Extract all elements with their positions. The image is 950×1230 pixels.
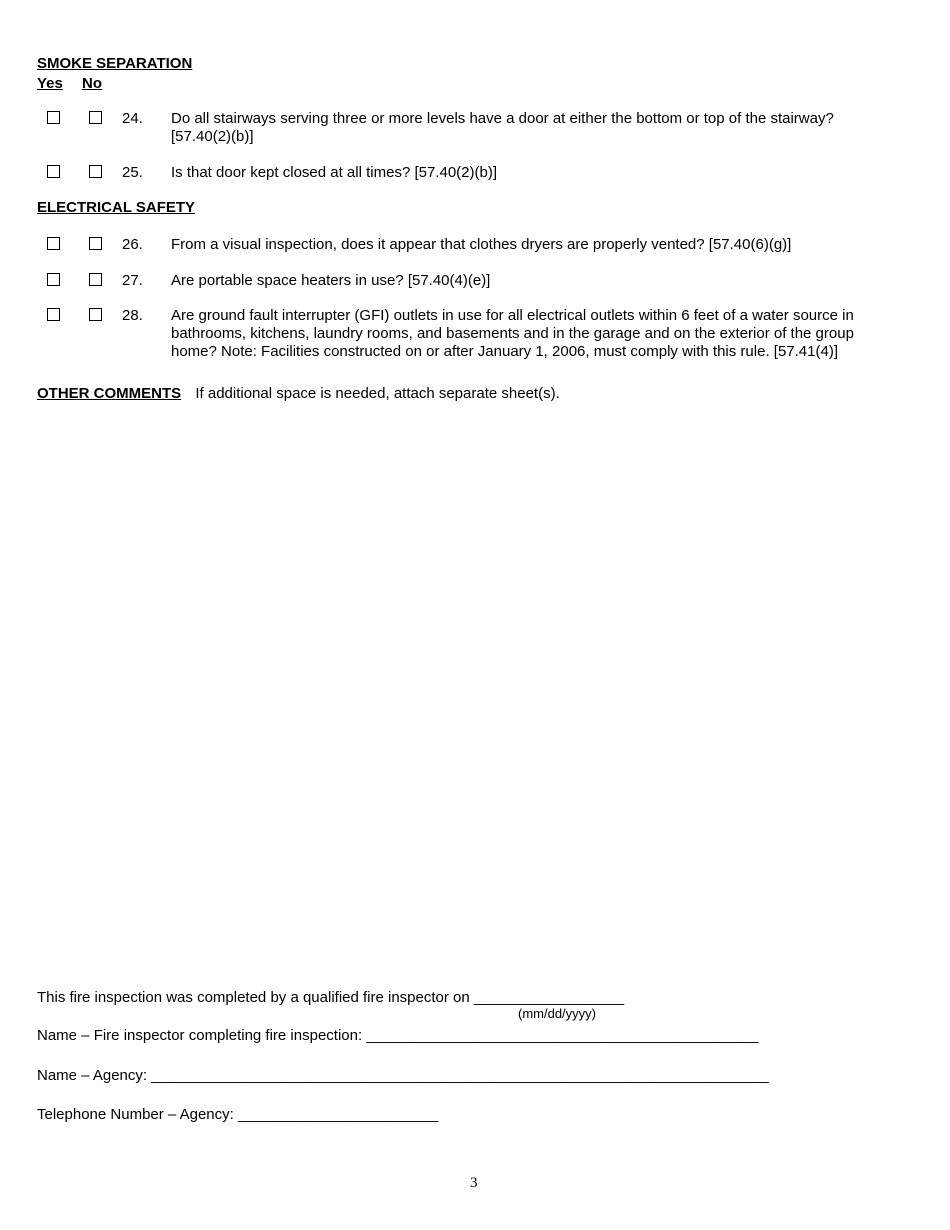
yes-checkbox[interactable]	[47, 237, 60, 250]
comments-area[interactable]	[37, 415, 913, 975]
agency-phone-line[interactable]: Telephone Number – Agency: ________________________	[37, 1106, 439, 1123]
question-text: From a visual inspection, does it appear that clothes dryers are properly vented? [57.40(6)(g)]	[171, 236, 792, 253]
no-column-header: No	[82, 75, 102, 92]
yes-checkbox[interactable]	[47, 165, 60, 178]
no-checkbox[interactable]	[89, 308, 102, 321]
question-text: Is that door kept closed at all times? [57.40(2)(b)]	[171, 164, 497, 181]
no-checkbox[interactable]	[89, 165, 102, 178]
question-number: 24.	[122, 110, 143, 127]
question-text: Are portable space heaters in use? [57.40(4)(e)]	[171, 272, 491, 289]
completion-date-line[interactable]: This fire inspection was completed by a qualified fire inspector on __________________	[37, 989, 625, 1006]
question-number: 28.	[122, 307, 143, 324]
yes-checkbox[interactable]	[47, 273, 60, 286]
question-text: Do all stairways serving three or more levels have a door at either the bottom or top of the stairway? [57.40(2)(b)]	[171, 110, 834, 145]
question-number: 27.	[122, 272, 143, 289]
inspector-name-line[interactable]: Name – Fire inspector completing fire inspection: _______________________________________________	[37, 1027, 759, 1044]
page-number: 3	[470, 1175, 478, 1191]
yes-checkbox[interactable]	[47, 308, 60, 321]
question-number: 25.	[122, 164, 143, 181]
date-format-hint: (mm/dd/yyyy)	[518, 1006, 596, 1021]
no-checkbox[interactable]	[89, 111, 102, 124]
no-checkbox[interactable]	[89, 273, 102, 286]
other-comments-heading: OTHER COMMENTS	[37, 385, 182, 402]
smoke-separation-heading: SMOKE SEPARATION	[37, 55, 193, 72]
agency-name-line[interactable]: Name – Agency: __________________________________________________________________________	[37, 1067, 769, 1084]
question-text: Are ground fault interrupter (GFI) outlets in use for all electrical outlets within 6 feet of a water source in bathrooms, kitchens, laundry rooms, and basements and in the garage and on the exterior of the group home? Note: Facilities constructed on or after January 1, 2006, must comply with this rule. [57.41(4)]	[171, 307, 854, 360]
no-checkbox[interactable]	[89, 237, 102, 250]
question-number: 26.	[122, 236, 143, 253]
yes-checkbox[interactable]	[47, 111, 60, 124]
other-comments-note: If additional space is needed, attach separate sheet(s).	[195, 385, 560, 402]
electrical-safety-heading: ELECTRICAL SAFETY	[37, 199, 196, 216]
yes-column-header: Yes	[37, 75, 63, 92]
other-comments-row	[37, 385, 560, 402]
